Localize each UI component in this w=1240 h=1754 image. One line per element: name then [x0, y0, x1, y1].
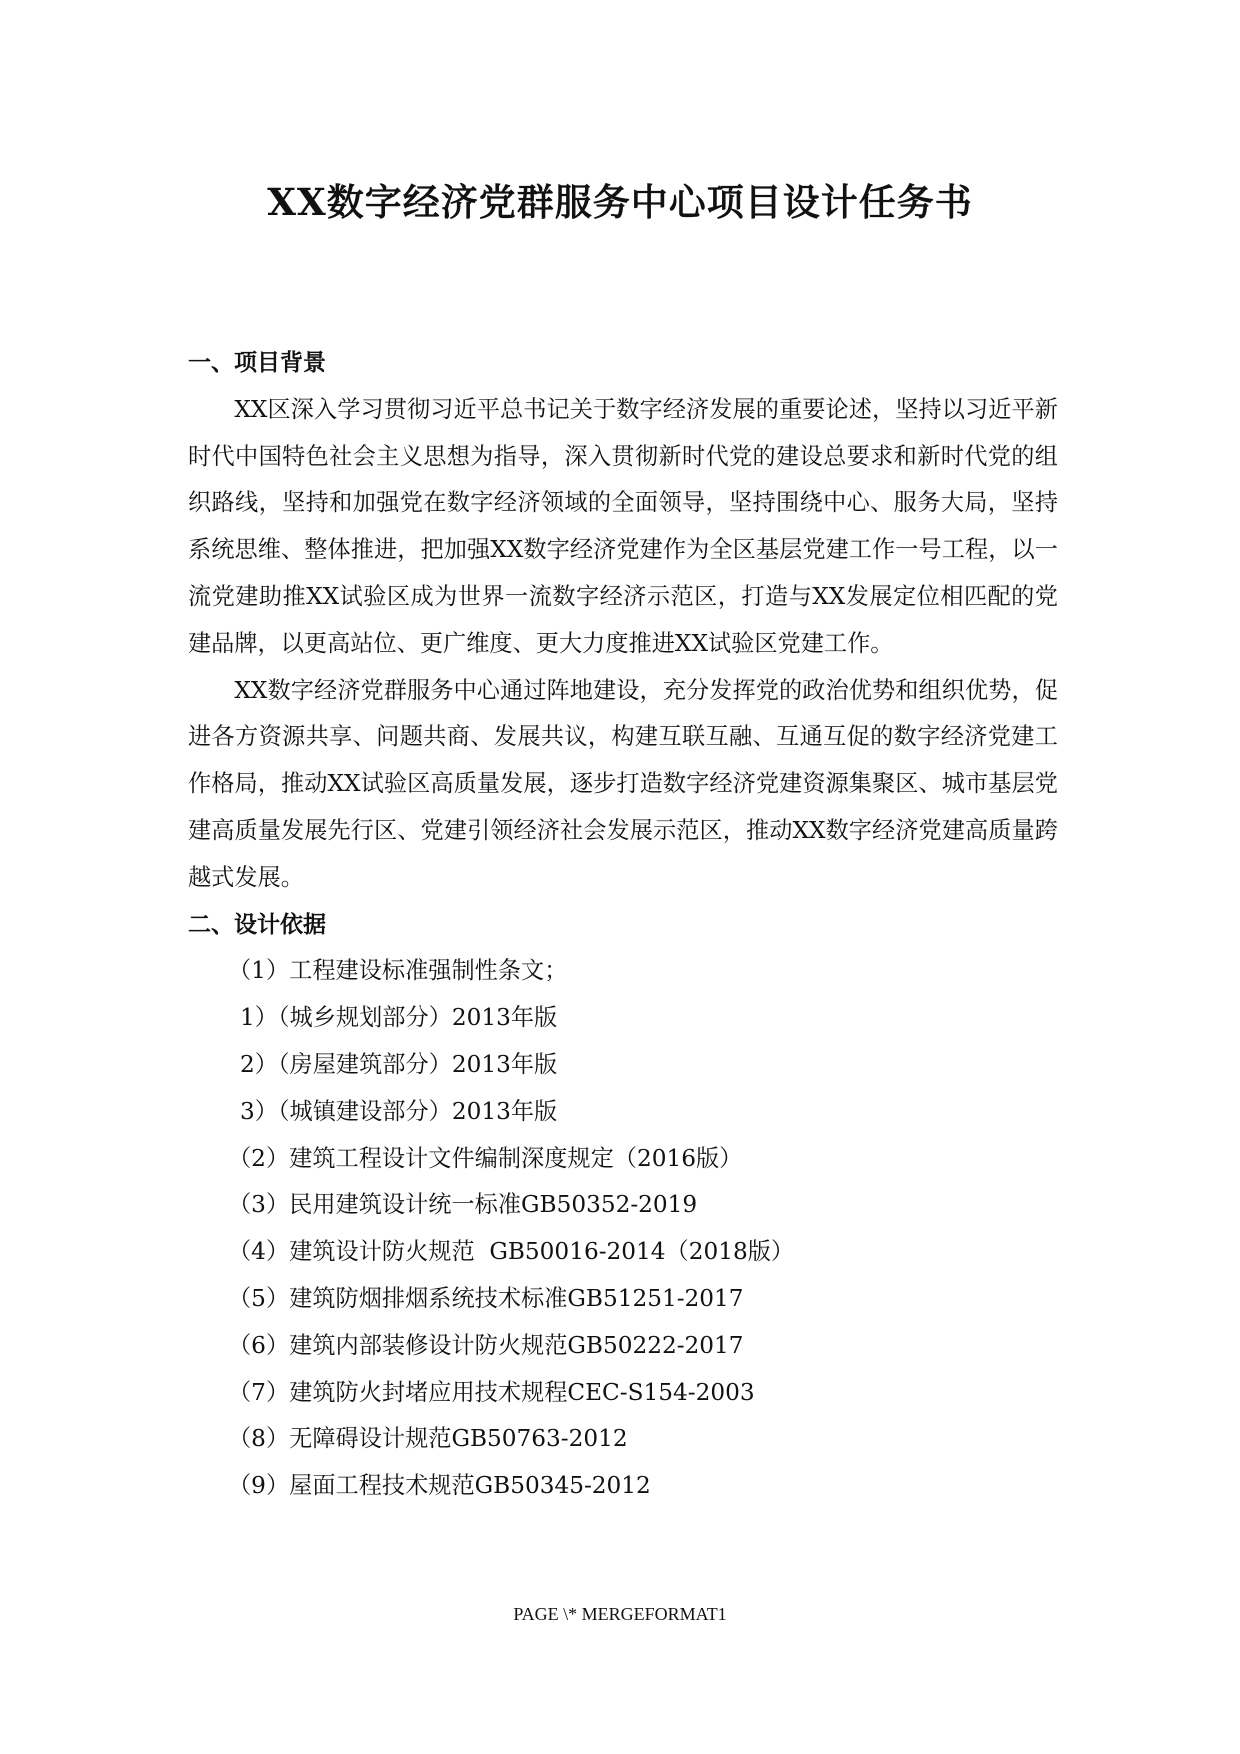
list-item: 2）（房屋建筑部分）2013年版: [240, 1050, 558, 1078]
page-footer: PAGE \* MERGEFORMAT1: [513, 1604, 727, 1624]
list-item: 3）（城镇建设部分）2013年版: [240, 1097, 558, 1125]
list-item: （8）无障碍设计规范GB50763-2012: [228, 1425, 628, 1453]
document-body: [188, 340, 1058, 1510]
section-heading-design-basis: 二、设计依据: [188, 911, 326, 938]
background-paragraph-1: XX区深入学习贯彻习近平总书记关于数字经济发展的重要论述，坚持以习近平新时代中国特色社会主义思想为指导，深入贯彻新时代党的建设总要求和新时代党的组织路线，坚持和加强党在数字经济领域的全面领导，坚持围绕中心、服务大局，坚持系统思维、整体推进，把加强XX数字经济党建作为全区基层党建工作一号工程，以一流党建助推XX试验区成为世界一流数字经济示范区，打造与XX发展定位相匹配的党建品牌，以更高站位、更广维度、更大力度推进XX试验区党建工作。: [188, 395, 1058, 657]
list-item: （1）工程建设标准强制性条文；: [228, 957, 568, 985]
list-item: （9）屋面工程技术规范GB50345-2012: [228, 1472, 651, 1500]
document-title: XX数字经济党群服务中心项目设计任务书: [267, 180, 973, 224]
list-item: （6）建筑内部装修设计防火规范GB50222-2017: [228, 1331, 744, 1359]
list-item: （4）建筑设计防火规范 GB50016-2014（2018版）: [228, 1238, 795, 1266]
list-item: （3）民用建筑设计统一标准GB50352-2019: [228, 1191, 698, 1219]
list-item: 1）（城乡规划部分）2013年版: [240, 1004, 558, 1032]
section-heading-background: 一、项目背景: [188, 350, 326, 376]
list-item: （2）建筑工程设计文件编制深度规定（2016版）: [228, 1144, 743, 1172]
design-basis-list: [188, 948, 1058, 1510]
background-paragraph-2: XX数字经济党群服务中心通过阵地建设，充分发挥党的政治优势和组织优势，促进各方资源共享、问题共商、发展共议，构建互联互融、互通互促的数字经济党建工作格局，推动XX试验区高质量发展，逐步打造数字经济党建资源集聚区、城市基层党建高质量发展先行区、党建引领经济社会发展示范区，推动XX数字经济党建高质量跨越式发展。: [188, 676, 1058, 891]
list-item: （7）建筑防火封堵应用技术规程CEC-S154-2003: [228, 1378, 755, 1406]
list-item: （5）建筑防烟排烟系统技术标准GB51251-2017: [228, 1284, 744, 1312]
